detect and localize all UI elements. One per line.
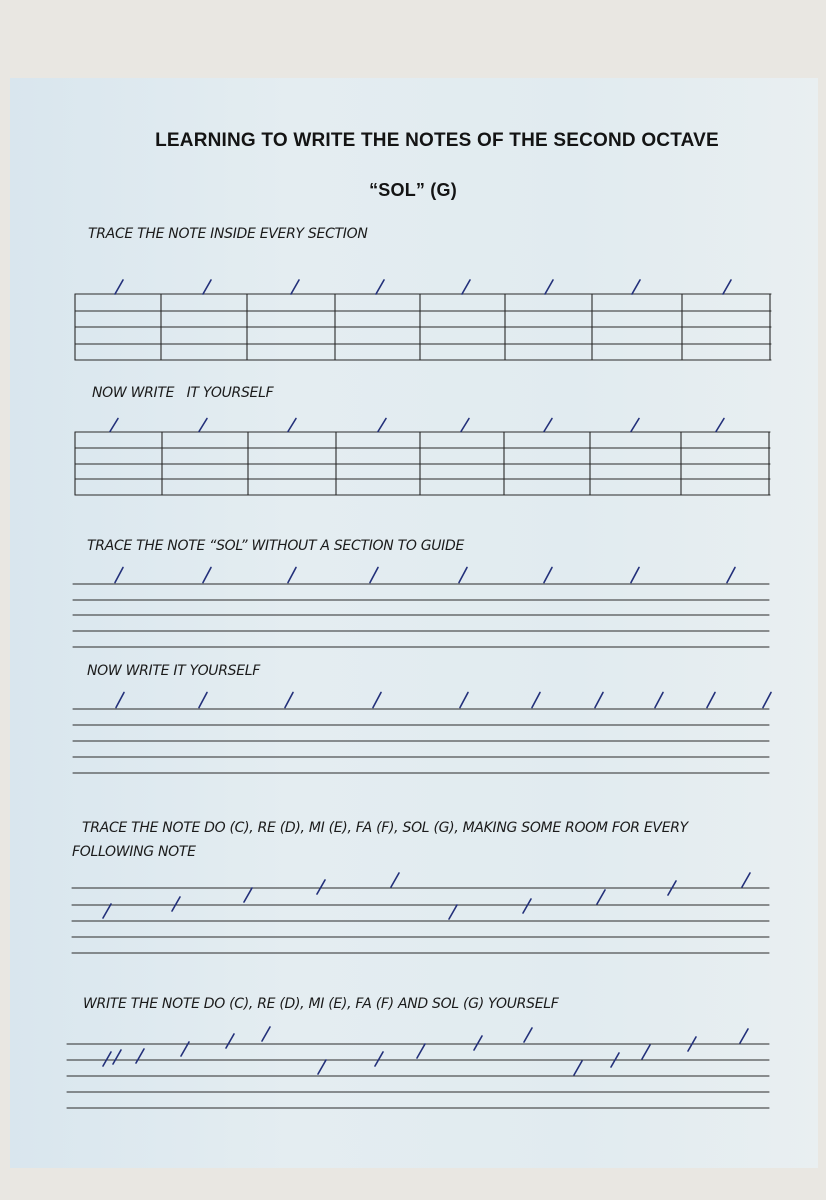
note-stroke-s1-6: [545, 280, 553, 294]
note-stroke-s6-12: [574, 1061, 582, 1075]
note-stroke-s5-5: [391, 873, 399, 887]
note-stroke-s3-8: [727, 568, 735, 583]
instruction-trace-sections: TRACE THE NOTE INSIDE EVERY SECTION: [88, 226, 368, 242]
instruction-trace-no-section: TRACE THE NOTE “SOL” WITHOUT A SECTION TO GUIDE: [87, 538, 465, 554]
note-stroke-s5-3: [244, 888, 252, 902]
note-stroke-s6-2: [113, 1050, 121, 1064]
note-stroke-s4-3: [285, 693, 293, 708]
note-stroke-s1-7: [632, 280, 640, 294]
note-stroke-s2-7: [631, 419, 639, 432]
note-stroke-s2-6: [544, 419, 552, 432]
note-stroke-s6-8: [375, 1052, 383, 1066]
staff-lines-layer: [67, 294, 771, 1108]
note-stroke-s5-10: [742, 873, 750, 887]
worksheet-title: LEARNING TO WRITE THE NOTES OF THE SECOND OCTAVE: [155, 130, 719, 151]
note-stroke-s5-1: [103, 904, 111, 918]
note-stroke-s4-6: [532, 693, 540, 708]
note-stroke-s4-10: [763, 693, 771, 708]
note-stroke-s5-6: [449, 905, 457, 919]
note-stroke-s3-1: [115, 568, 123, 583]
note-stroke-s5-4: [317, 880, 325, 894]
note-stroke-s3-2: [203, 568, 211, 583]
note-stroke-s3-3: [288, 568, 296, 583]
note-stroke-s2-1: [110, 419, 118, 432]
note-stroke-s6-1: [103, 1052, 111, 1066]
note-stroke-s4-2: [199, 693, 207, 708]
note-stroke-s2-3: [288, 419, 296, 432]
note-stroke-s4-4: [373, 693, 381, 708]
note-stroke-s2-8: [716, 419, 724, 432]
note-stroke-s4-1: [116, 693, 124, 708]
note-stroke-s4-7: [595, 693, 603, 708]
note-stroke-s5-7: [523, 899, 531, 913]
note-stroke-s1-3: [291, 280, 299, 294]
note-stroke-s5-8: [597, 890, 605, 904]
note-stroke-s6-9: [417, 1044, 425, 1058]
note-stroke-s6-5: [226, 1034, 234, 1048]
instruction-trace-do-to-sol: TRACE THE NOTE DO (C), RE (D), MI (E), FA (F), SOL (G), MAKING SOME ROOM FOR EVERY FOLLOWING NOTE: [72, 820, 688, 860]
note-stroke-s1-2: [203, 280, 211, 294]
note-stroke-s1-4: [376, 280, 384, 294]
note-stroke-s6-16: [740, 1029, 748, 1043]
note-stroke-s4-5: [460, 693, 468, 708]
note-stroke-s6-10: [474, 1036, 482, 1050]
note-stroke-s4-9: [707, 693, 715, 708]
note-stroke-s6-3: [136, 1049, 144, 1063]
note-stroke-s1-8: [723, 280, 731, 294]
instruction-write-no-section: NOW WRITE IT YOURSELF: [87, 663, 261, 679]
note-stroke-s3-4: [370, 568, 378, 583]
handwritten-notes-layer: [103, 280, 771, 1075]
note-stroke-s6-14: [642, 1045, 650, 1059]
note-stroke-s2-4: [378, 419, 386, 432]
worksheet-subtitle: “SOL” (G): [369, 180, 457, 200]
instruction-write-sections: NOW WRITE IT YOURSELF: [92, 385, 274, 401]
note-stroke-s3-6: [544, 568, 552, 583]
note-stroke-s1-5: [462, 280, 470, 294]
note-stroke-s1-1: [115, 280, 123, 294]
note-stroke-s6-7: [318, 1060, 326, 1074]
note-stroke-s4-8: [655, 693, 663, 708]
note-stroke-s5-2: [172, 897, 180, 911]
note-stroke-s3-5: [459, 568, 467, 583]
note-stroke-s6-11: [524, 1028, 532, 1042]
note-stroke-s2-5: [461, 419, 469, 432]
instruction-write-do-to-sol: WRITE THE NOTE DO (C), RE (D), MI (E), FA (F) AND SOL (G) YOURSELF: [83, 996, 559, 1012]
note-stroke-s6-6: [262, 1027, 270, 1041]
note-stroke-s3-7: [631, 568, 639, 583]
note-stroke-s2-2: [199, 419, 207, 432]
